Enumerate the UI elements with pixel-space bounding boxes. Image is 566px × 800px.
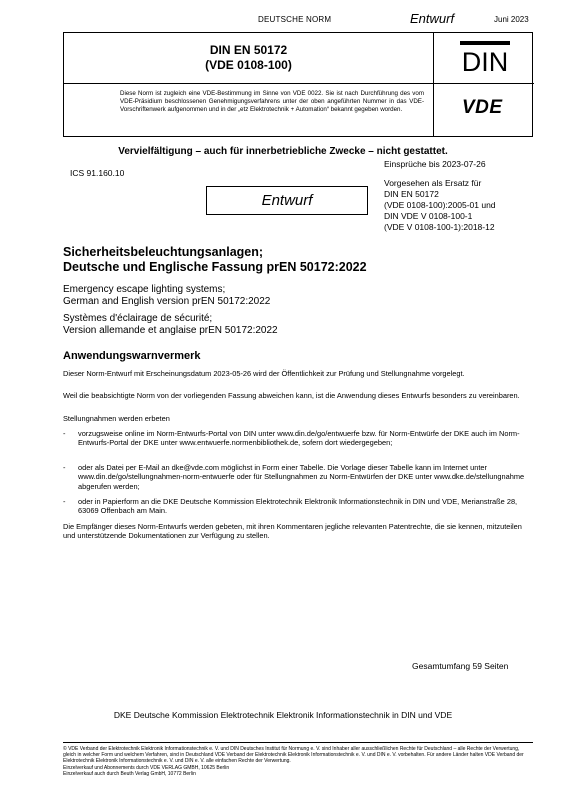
objections-deadline: Einsprüche bis 2023-07-26	[384, 159, 486, 169]
warning-heading: Anwendungswarnvermerk	[63, 350, 201, 362]
publication-date: Juni 2023	[494, 15, 529, 24]
list-item-text: vorzugsweise online im Norm-Entwurfs-Portal von DIN unter www.din.de/go/entwuerfe bzw. für Norm-Entwürfe der DKE auch im Norm-Entwurfs-Portal der DKE unter www.entwuerfe.normenbibliothek.de, sofern dort wiedergegeben;	[78, 429, 520, 448]
title-german: Sicherheitsbeleuchtungsanlagen; Deutsche und Englische Fassung prEN 50172:2022	[63, 245, 367, 274]
page-header	[0, 12, 566, 30]
title-block	[63, 32, 533, 137]
norm-label: DEUTSCHE NORM	[258, 15, 332, 24]
vde-logo: VDE	[462, 97, 503, 118]
total-pages: Gesamtumfang 59 Seiten	[412, 661, 509, 671]
warning-paragraph: Stellungnahmen werden erbeten	[63, 414, 170, 423]
draft-label: Entwurf	[410, 11, 455, 26]
warning-paragraph: Die Empfänger dieses Norm-Entwurfs werden gebeten, mit ihren Kommentaren jegliche relevanten Patentrechte, die sie kennen, mitzuteilen und unterstützende Dokumentationen zur Verfügung zu stellen.	[63, 522, 522, 541]
warning-paragraph: Weil die beabsichtigte Norm von der vorliegenden Fassung abweichen kann, ist die Anwendung dieses Entwurfs besonders zu vereinbaren.	[63, 391, 520, 400]
vde-number: (VDE 0108-100)	[205, 58, 292, 72]
title-english: Emergency escape lighting systems; German and English version prEN 50172:2022	[63, 284, 271, 307]
replaces-note: Vorgesehen als Ersatz für DIN EN 50172 (VDE 0108-100):2005-01 und DIN VDE V 0108-100-1 (VDE V 0108-100-1):2018-12	[384, 178, 496, 232]
warning-paragraph: Dieser Norm-Entwurf mit Erscheinungsdatum 2023-05-26 wird der Öffentlichkeit zur Prüfung und Stellungnahme vorgelegt.	[63, 369, 465, 378]
bullet-marker: -	[63, 429, 66, 438]
list-item-text: oder als Datei per E-Mail an dke@vde.com möglichst in Form einer Tabelle. Die Vorlage dieser Tabelle kann im Internet unter www.din.de/go/stellungnahmen-norm-entwuerfe oder für Stellungnahmen zu Norm-Entwürfen der DKE unter www.dke.de/stellungnahme abgerufen werden;	[78, 463, 525, 491]
copyright-footer: © VDE Verband der Elektrotechnik Elektronik Informationstechnik e. V. und DIN Deutsches Institut für Normung e. V. sind Inhaber aller ausschließlichen Rechte für Deutschland – alle Rechte der Verwertung, gleich in welcher Form und welchem Verfahren, sind in Deutschland VDE Verband der Elektrotechnik Elektronik Informationstechnik e. V. und DIN e. V. vorbehalten. Für andere Länder halten VDE Verband der Elektrotechnik Elektronik Informationstechnik e. V. und DIN e. V. alle einfachen Rechte der Verwertung. Einzelverkauf und Abonnements durch VDE VERLAG GMBH, 10625 Berlin Einzelverkauf auch durch Beuth Verlag GmbH, 10772 Berlin	[63, 746, 524, 777]
divider-horizontal	[64, 83, 534, 84]
footer-divider	[63, 742, 533, 743]
divider-vertical	[433, 33, 434, 137]
reproduction-notice: Vervielfältigung – auch für innerbetriebliche Zwecke – nicht gestattet.	[118, 146, 448, 157]
din-logo	[459, 40, 511, 74]
bullet-marker: -	[63, 497, 66, 506]
vde-note: Diese Norm ist zugleich eine VDE-Bestimmung im Sinne von VDE 0022. Sie ist nach Durchführung des vom VDE-Präsidium beschlossenen Genehmigungsverfahrens unter der oben angeführten Nummer in das VDE-Vorschriftenwerk aufgenommen und in der „etz Elektrotechnik + Automation“ bekannt gegeben worden.	[120, 90, 424, 113]
ics-code: ICS 91.160.10	[70, 168, 125, 178]
bullet-marker: -	[63, 463, 66, 472]
dke-line: DKE Deutsche Kommission Elektrotechnik Elektronik Informationstechnik in DIN und VDE	[113, 710, 453, 720]
din-number: DIN EN 50172	[209, 43, 288, 57]
list-item-text: oder in Papierform an die DKE Deutsche Kommission Elektrotechnik Elektronik Informationstechnik in DIN und VDE, Merianstraße 28, 63069 Offenbach am Main.	[78, 497, 518, 516]
standard-number	[64, 43, 433, 73]
draft-stamp: Entwurf	[206, 186, 368, 215]
svg-text:DIN: DIN	[461, 47, 509, 74]
title-french: Systèmes d'éclairage de sécurité; Version allemande et anglaise prEN 50172:2022	[63, 313, 278, 336]
